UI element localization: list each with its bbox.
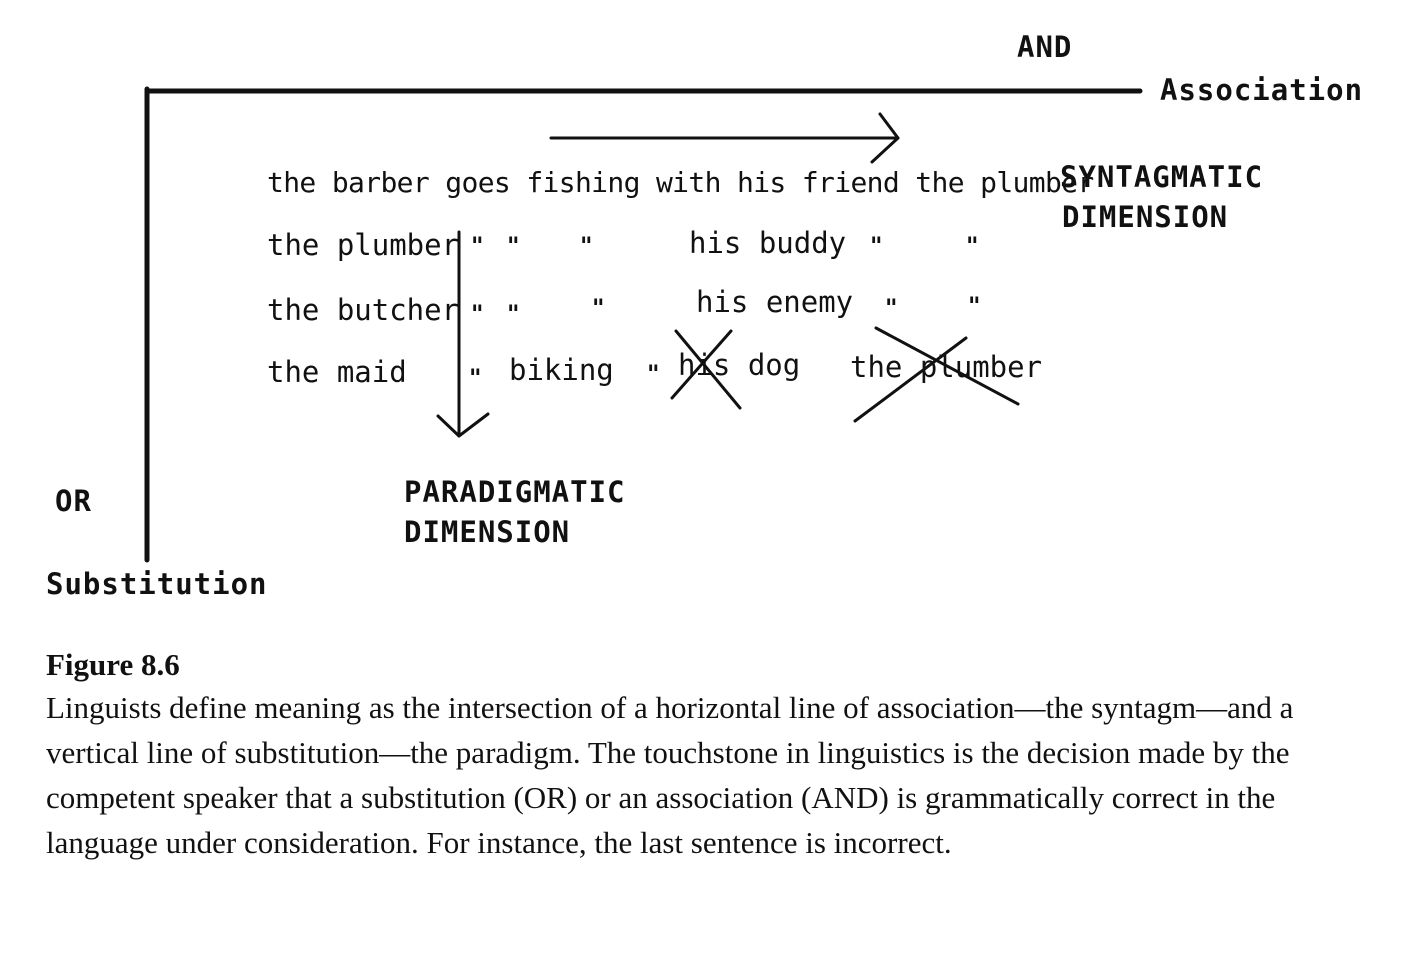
row3-verb: biking <box>509 353 614 387</box>
caption-text: Linguists define meaning as the intersection of a horizontal line of association—the syntagm—and a vertical line of substitution—the paradigm. The touchstone in linguistics is the decision made by the competent speaker that a substitution (OR) or an association (AND) is grammatically correct in the language under consideration. For instance, the last sentence is incorrect. <box>46 690 1294 860</box>
row3-ditto-1: " <box>469 364 482 392</box>
row1-trailing-ditto-1: " <box>870 232 883 260</box>
paradigmatic-arrow-head <box>438 414 488 436</box>
row1-trailing-ditto-2: " <box>966 232 979 260</box>
paradigmatic-label-line1: PARADIGMATIC <box>404 475 626 509</box>
main-sentence: the barber goes fishing with his friend the plumber <box>267 166 1094 199</box>
row3-crossed-phrase-2: the plumber <box>850 350 1043 384</box>
caption-title: Figure 8.6 <box>46 647 180 682</box>
row3-ditto-after-verb: " <box>647 360 660 388</box>
figure-caption <box>46 645 1376 865</box>
row1-subject: the plumber <box>267 228 460 262</box>
substitution-label: Substitution <box>46 567 268 601</box>
and-label: AND <box>1017 30 1073 64</box>
row2-ditto-2: " <box>507 300 520 328</box>
syntagmatic-label-line2: DIMENSION <box>1062 200 1229 234</box>
or-label: OR <box>55 484 92 518</box>
row3-subject: the maid <box>267 355 407 389</box>
association-label: Association <box>1160 73 1364 107</box>
row2-trailing-ditto-2: " <box>968 292 981 320</box>
row2-trailing-ditto-1: " <box>885 294 898 322</box>
row1-ditto-2: " <box>507 232 520 260</box>
row1-replacement: his buddy <box>689 226 847 260</box>
row2-ditto-1: " <box>471 300 484 328</box>
row1-ditto-1: " <box>471 232 484 260</box>
row2-replacement: his enemy <box>696 285 854 319</box>
row2-ditto-3: " <box>592 294 605 322</box>
row3-crossed-phrase-1: his dog <box>678 348 801 382</box>
row2-subject: the butcher <box>267 293 460 327</box>
row1-ditto-3: " <box>580 232 593 260</box>
syntagmatic-label-line1: SYNTAGMATIC <box>1060 160 1264 194</box>
paradigmatic-label-line2: DIMENSION <box>404 515 571 549</box>
